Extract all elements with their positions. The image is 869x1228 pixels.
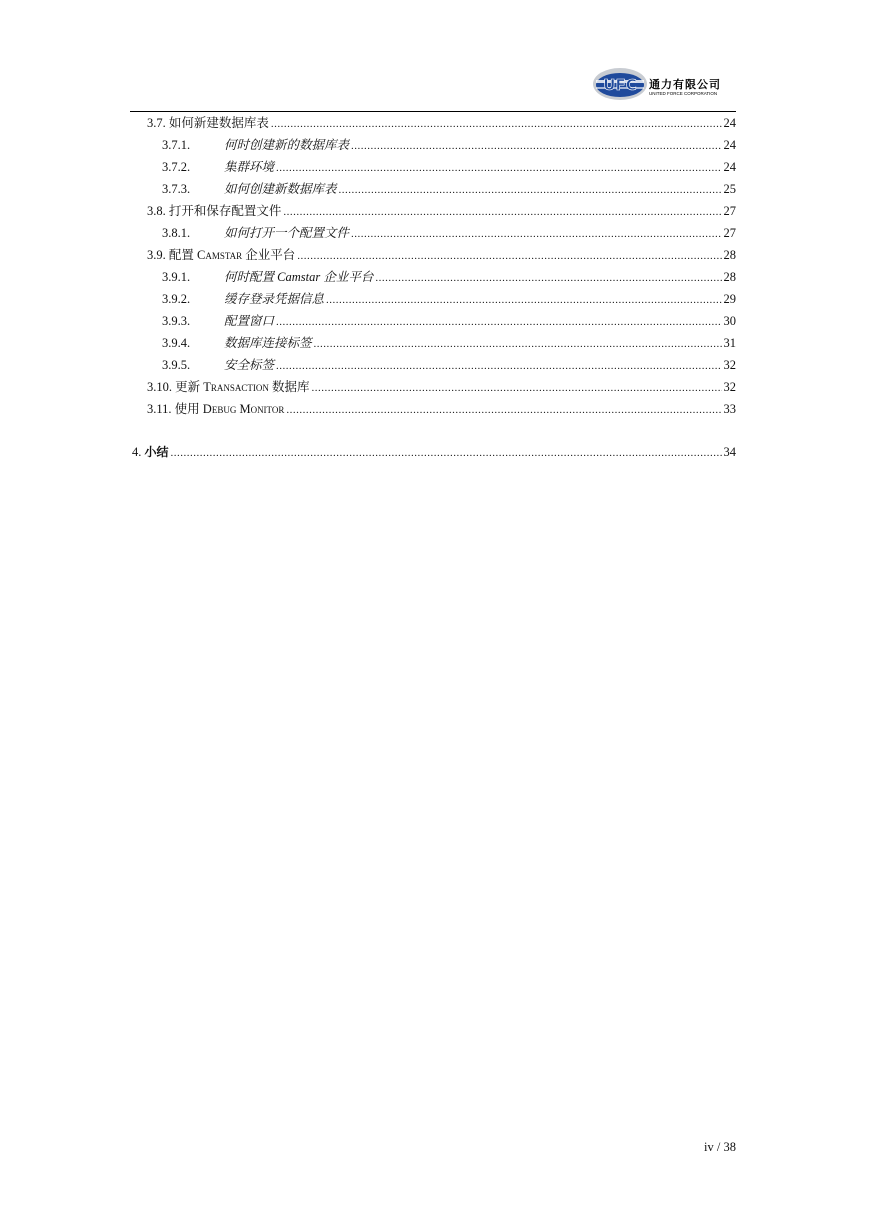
toc-page: 24	[723, 160, 736, 174]
toc-entry[interactable]	[162, 224, 736, 242]
toc-number: 3.9.3.	[162, 314, 191, 328]
toc-entry[interactable]	[147, 202, 736, 220]
ufc-logo-icon	[592, 66, 648, 102]
toc-entry[interactable]	[162, 290, 736, 308]
toc-title: 更新 Transaction 数据库	[175, 380, 310, 394]
toc-number: 3.8.	[147, 204, 166, 218]
toc-leader-dots	[297, 246, 721, 265]
toc-entry[interactable]	[162, 356, 736, 374]
toc-entry[interactable]	[162, 136, 736, 154]
toc-number: 3.9.1.	[162, 270, 191, 284]
toc-title: 何时创建新的数据库表	[224, 138, 350, 152]
toc-page: 24	[723, 116, 736, 130]
toc-leader-dots	[286, 400, 721, 419]
toc-leader-dots	[351, 136, 721, 155]
toc-number: 4.	[132, 445, 142, 459]
company-name-cn: 通力有限公司	[649, 78, 721, 91]
toc-page: 33	[723, 402, 736, 416]
toc-leader-dots	[271, 114, 722, 133]
toc-page: 34	[723, 445, 736, 459]
toc-page: 25	[723, 182, 736, 196]
toc-entry[interactable]	[162, 180, 736, 198]
toc-title: 如何打开一个配置文件	[224, 226, 350, 240]
company-logo	[592, 66, 734, 102]
toc-page: 24	[723, 138, 736, 152]
toc-leader-dots	[276, 312, 721, 331]
toc-entry[interactable]	[162, 268, 736, 286]
toc-number: 3.7.1.	[162, 138, 191, 152]
toc-entry[interactable]	[162, 158, 736, 176]
toc-leader-dots	[326, 290, 721, 309]
toc-title: 配置 Camstar 企业平台	[168, 248, 296, 262]
toc-page: 29	[723, 292, 736, 306]
company-name-en: UNITED FORCE CORPORATION	[649, 91, 718, 96]
toc-number: 3.9.	[147, 248, 166, 262]
header-rule	[130, 111, 736, 112]
toc-entry[interactable]	[132, 443, 736, 461]
toc-title: 如何创建新数据库表	[224, 182, 337, 196]
toc-page: 32	[723, 358, 736, 372]
toc-page: 27	[723, 226, 736, 240]
toc-leader-dots	[351, 224, 721, 243]
toc-leader-dots	[276, 356, 721, 375]
toc-page: 30	[723, 314, 736, 328]
toc-number: 3.11.	[147, 402, 172, 416]
toc-number: 3.7.	[147, 116, 166, 130]
toc-number: 3.9.5.	[162, 358, 191, 372]
toc-title: 配置窗口	[224, 314, 275, 328]
toc-title: 小结	[144, 445, 169, 459]
page-number: iv / 38	[704, 1140, 736, 1154]
toc-leader-dots	[276, 158, 721, 177]
toc-title: 打开和保存配置文件	[168, 204, 282, 218]
toc-number: 3.8.1.	[162, 226, 191, 240]
toc-title: 如何新建数据库表	[168, 116, 269, 130]
toc-title: 集群环境	[224, 160, 275, 174]
toc-leader-dots	[375, 268, 721, 287]
toc-page: 32	[723, 380, 736, 394]
toc-title: 数据库连接标签	[224, 336, 312, 350]
toc-title: 安全标签	[224, 358, 275, 372]
toc-page: 31	[723, 336, 736, 350]
toc-entry[interactable]	[147, 400, 736, 418]
toc-page: 27	[723, 204, 736, 218]
toc-entry[interactable]	[162, 312, 736, 330]
toc-leader-dots	[314, 334, 722, 353]
toc-leader-dots	[283, 202, 721, 221]
toc-entry[interactable]	[147, 114, 736, 132]
toc-leader-dots	[171, 443, 722, 462]
toc-page: 28	[723, 270, 736, 284]
toc-number: 3.9.4.	[162, 336, 191, 350]
toc-title: 何时配置 Camstar 企业平台	[224, 270, 374, 284]
toc-leader-dots	[339, 180, 722, 199]
toc-page: 28	[723, 248, 736, 262]
toc-number: 3.10.	[147, 380, 172, 394]
toc-entry[interactable]	[147, 246, 736, 264]
toc-entry[interactable]	[162, 334, 736, 352]
toc-number: 3.7.3.	[162, 182, 191, 196]
toc-number: 3.7.2.	[162, 160, 191, 174]
logo-mark-text: UFC	[603, 76, 637, 94]
toc-leader-dots	[312, 378, 722, 397]
toc-title: 缓存登录凭据信息	[224, 292, 325, 306]
toc-title: 使用 Debug Monitor	[174, 402, 285, 416]
toc-entry[interactable]	[147, 378, 736, 396]
toc-number: 3.9.2.	[162, 292, 191, 306]
